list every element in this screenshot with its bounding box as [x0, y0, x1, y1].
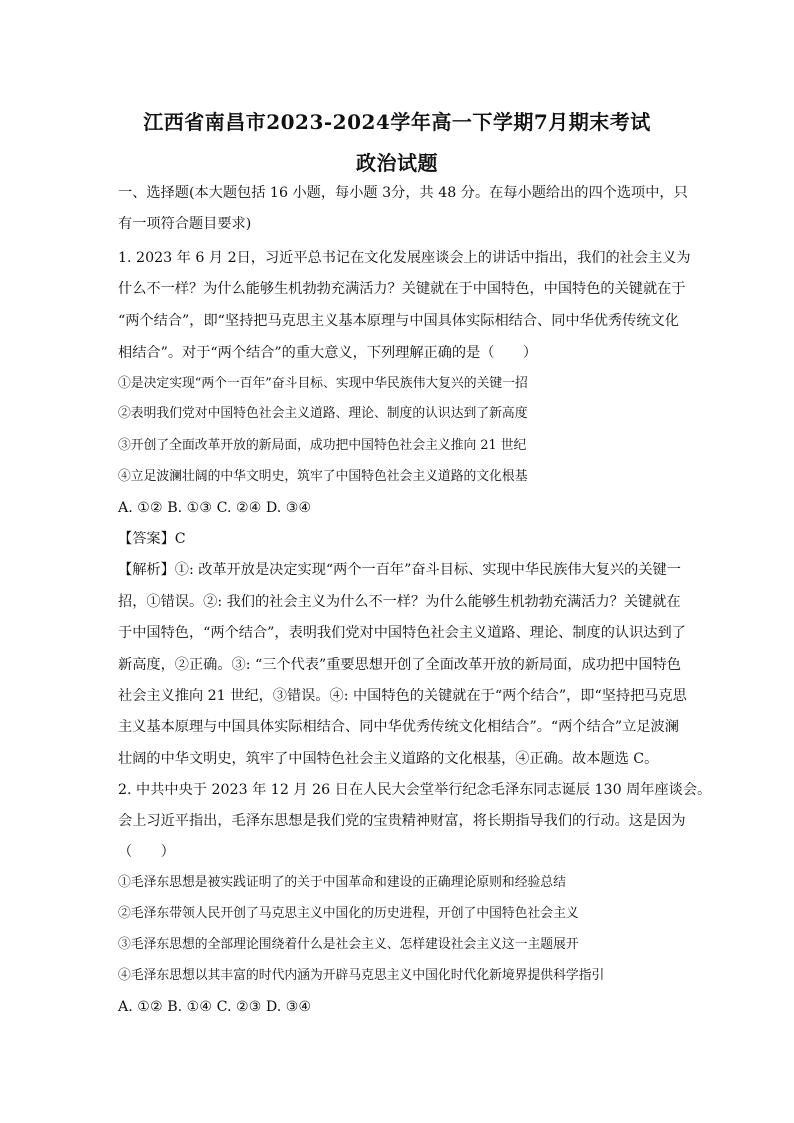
- q1-stem-line: 什么不一样？为什么能够生机勃勃充满活力？关键就在于中国特色，中国特色的关键就在于: [118, 281, 686, 297]
- q1-option: ④立足波澜壮阔的中华文明史，筑牢了中国特色社会主义道路的文化根基: [118, 469, 528, 484]
- q1-choices: A. ①② B. ①③ C. ②④ D. ③④: [118, 500, 312, 516]
- section-header-line: 一、选择题(本大题包括 16 小题，每小题 3分，共 48 分。在每小题给出的四个选项中，只: [118, 185, 688, 201]
- q1-analysis-line: 新高度，②正确。③: “三个代表”重要思想开创了全面改革开放的新局面，成功把中国特色: [118, 657, 681, 673]
- q1-analysis-line: 社会主义推向 21 世纪，③错误。④: 中国特色的关键就在于“两个结合”，即“坚持把马克思: [118, 688, 687, 704]
- q2-stem-line: 会上习近平指出，毛泽东思想是我们党的宝贵精神财富，将长期指导我们的行动。这是因为: [118, 813, 686, 829]
- q1-analysis-line: 壮阔的中华文明史，筑牢了中国特色社会主义道路的文化根基，④正确。故本题选 C。: [118, 751, 659, 767]
- q2-stem-line: 2. 中共中央于 2023 年 12 月 26 日在人民大会堂举行纪念毛泽东同志诞辰 130 周年座谈会。: [118, 782, 712, 798]
- q1-option: ①是决定实现“两个一百年”奋斗目标、实现中华民族伟大复兴的关键一招: [118, 376, 528, 391]
- q1-analysis-line: 于中国特色，“两个结合”，表明我们党对中国特色社会主义道路、理论、制度的认识达到了: [118, 625, 686, 641]
- q1-analysis-line: 【解析】①: 改革开放是决定实现“两个一百年”奋斗目标、实现中华民族伟大复兴的关键一: [118, 562, 681, 578]
- q1-stem-line: “两个结合”，即“坚持把马克思主义基本原理与中国具体实际相结合、同中华优秀传统文化: [118, 313, 679, 329]
- section-header-line: 有一项符合题目要求): [118, 216, 252, 232]
- q1-analysis-line: 主义基本原理与中国具体实际相结合、同中华优秀传统文化相结合”。“两个结合”立足波澜: [118, 719, 679, 735]
- document-title: 江西省南昌市2023-2024学年高一下学期7月期末考试: [143, 110, 651, 134]
- q1-analysis-line: 招，①错误。②: 我们的社会主义为什么不一样？为什么能够生机勃勃充满活力？关键就在: [118, 594, 681, 610]
- q1-stem-line: 1. 2023 年 6 月 2日，习近平总书记在文化发展座谈会上的讲话中指出，我们的社会主义为: [118, 250, 691, 266]
- q1-option: ②表明我们党对中国特色社会主义道路、理论、制度的认识达到了新高度: [118, 406, 528, 421]
- q2-option: ③毛泽东思想的全部理论围绕着什么是社会主义、怎样建设社会主义这一主题展开: [118, 937, 579, 952]
- q1-stem-line: 相结合”。对于“两个结合”的重大意义，下列理解正确的是（ ）: [118, 345, 538, 361]
- q1-option: ③开创了全面改革开放的新局面，成功把中国特色社会主义推向 21 世纪: [118, 438, 527, 453]
- q2-option: ②毛泽东带领人民开创了马克思主义中国化的历史进程，开创了中国特色社会主义: [118, 906, 579, 921]
- q2-option: ④毛泽东思想以其丰富的时代内涵为开辟马克思主义中国化时代化新境界提供科学指引: [118, 968, 605, 983]
- q2-option: ①毛泽东思想是被实践证明了的关于中国革命和建设的正确理论原则和经验总结: [118, 875, 566, 890]
- q1-answer: 【答案】C: [118, 531, 186, 547]
- q2-stem-line: （ ）: [118, 844, 175, 860]
- document-subtitle: 政治试题: [356, 151, 438, 175]
- q2-choices: A. ①② B. ①④ C. ②③ D. ③④: [118, 999, 312, 1015]
